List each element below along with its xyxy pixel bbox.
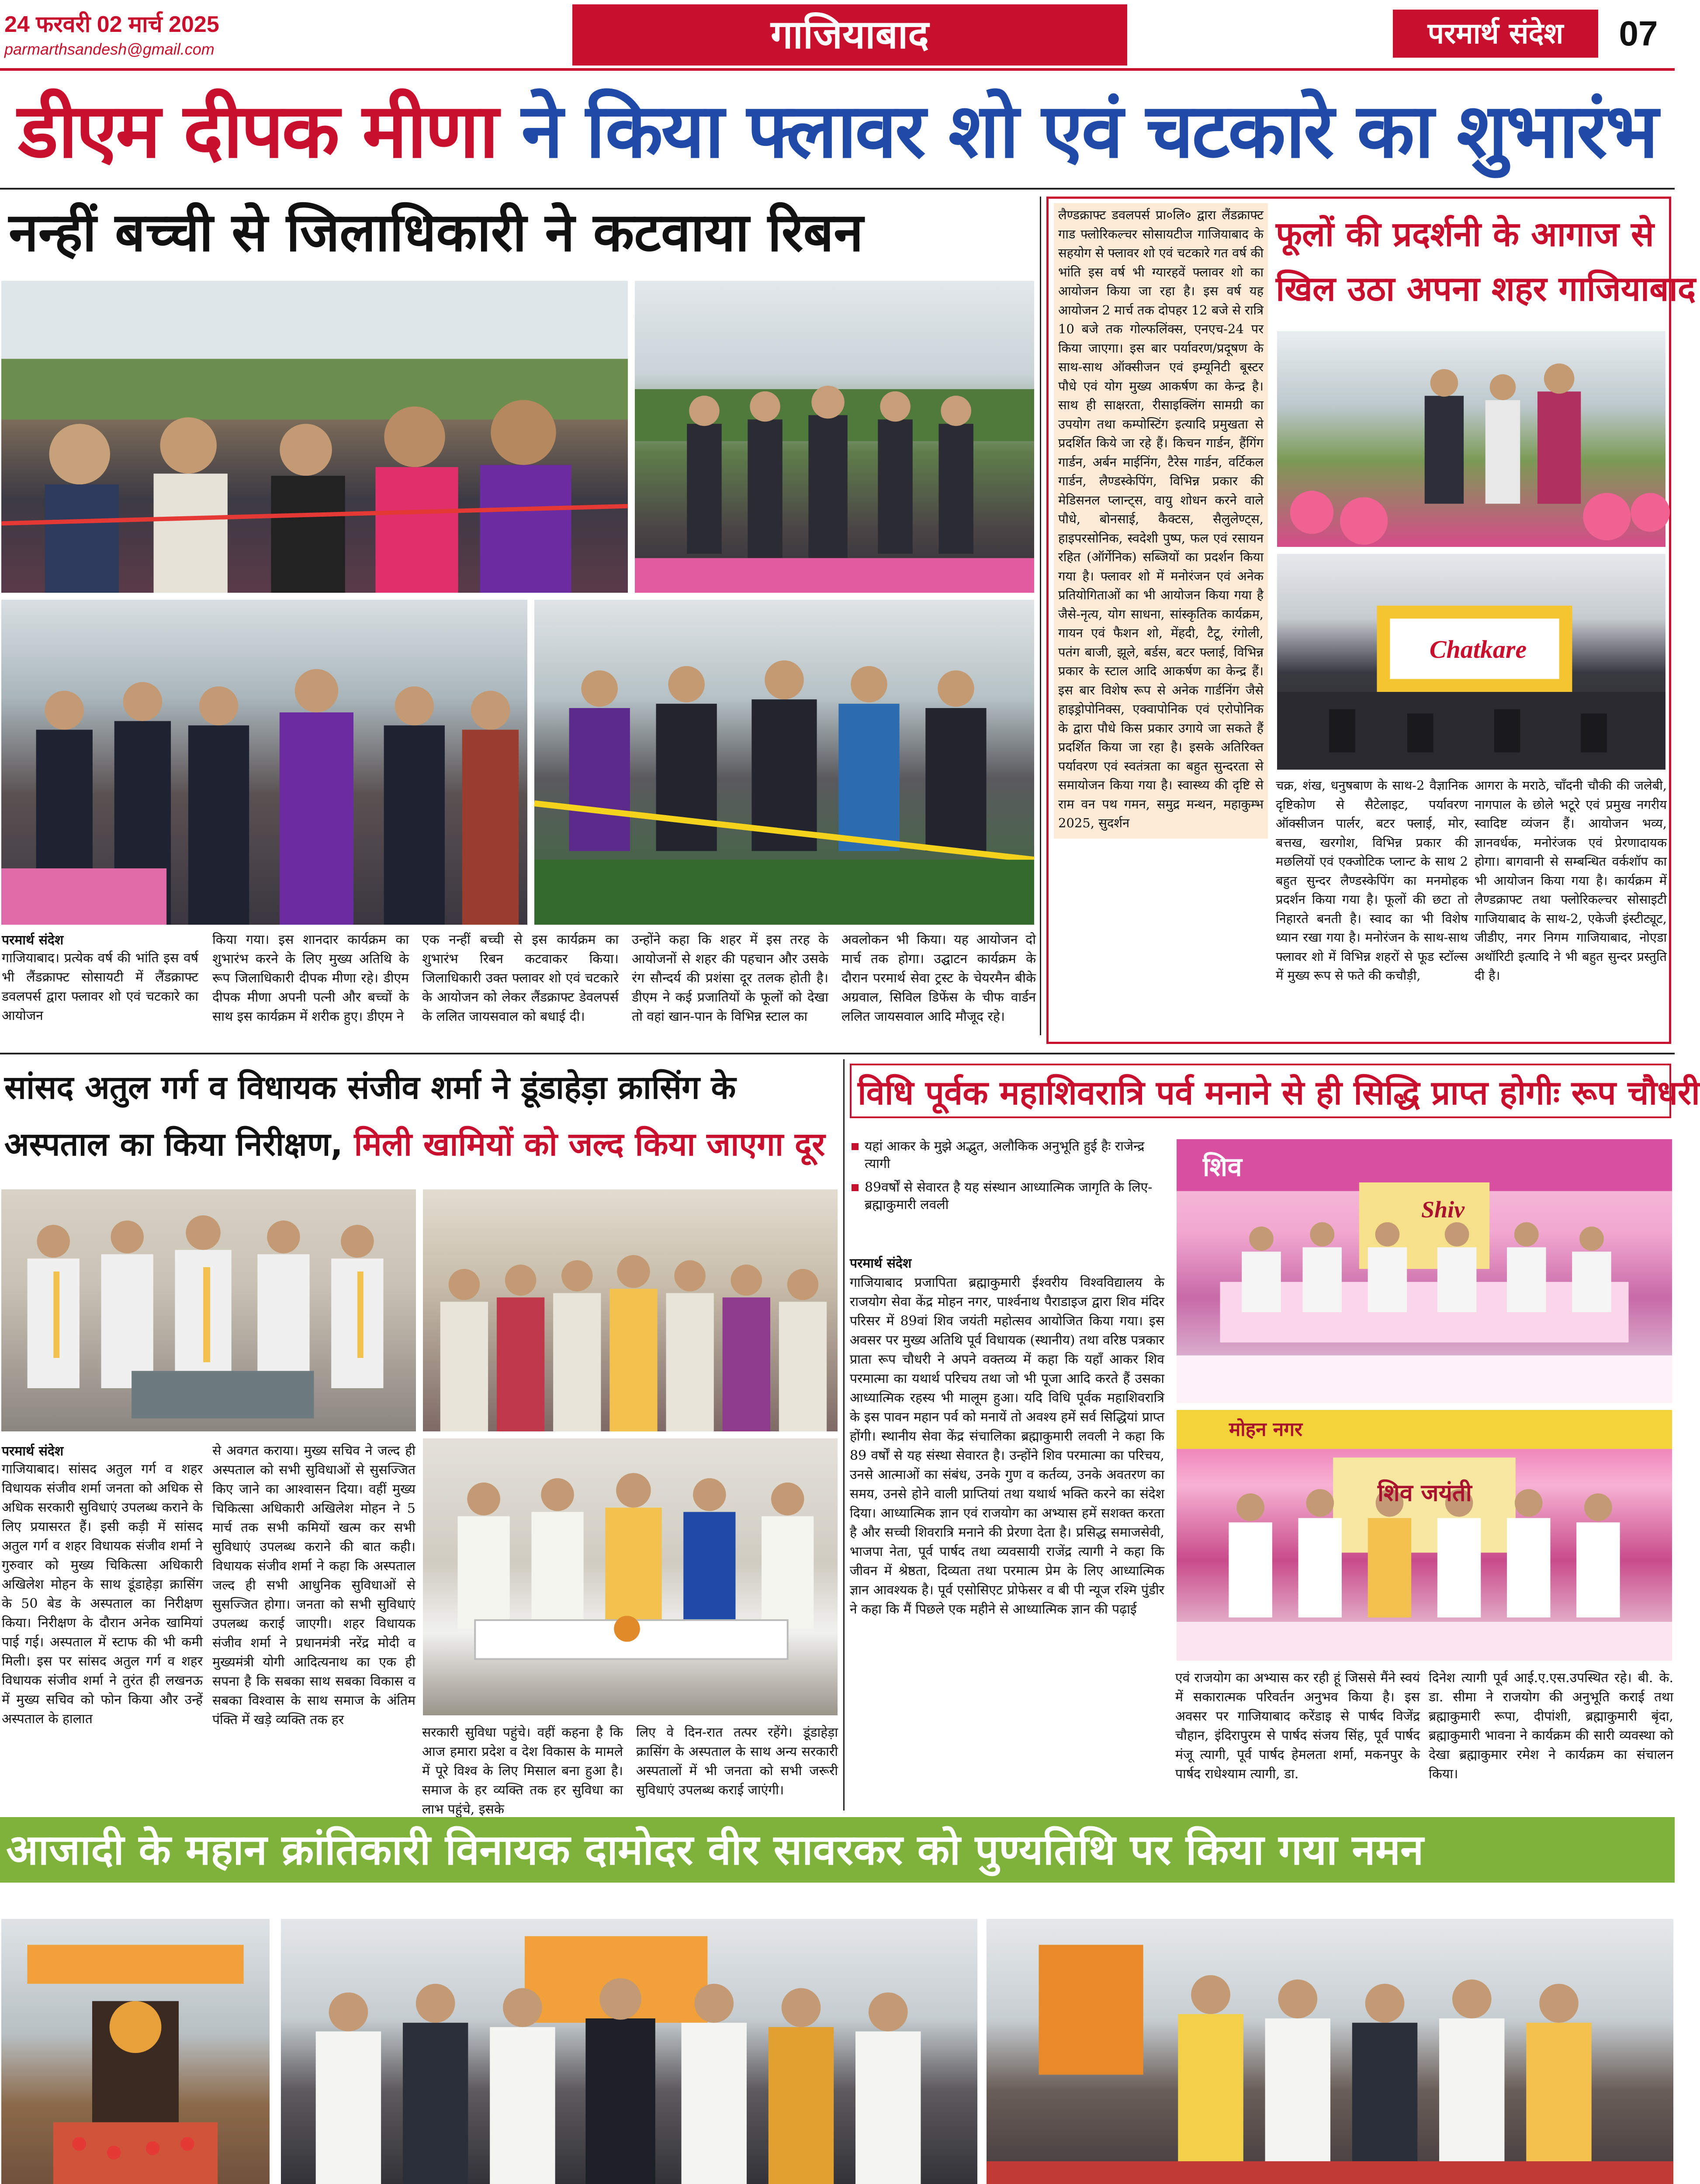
story3-headline: विधि पूर्वक महाशिवरात्रि पर्व मनाने से ही सिद्धि प्राप्त होगीः रूप चौधरी (850, 1064, 1671, 1118)
story1-text-col3: एक नन्हीं बच्ची से इस कार्यक्रम का शुभारंभ रिबन कटवाकर किया। जिलाधिकारी उक्त फ्लावर शो एवं चटकारे के आयोजन को लेकर लैंडक्राफ्ट डेवलपर्स के ललित जायसवाल को बधाई दी। (422, 932, 619, 1024)
story2-headline-part-b: मिली खामियों को जल्द किया जाएगा दूर (354, 1126, 825, 1163)
story3-text-col1: गाजियाबाद प्रजापिता ब्रह्माकुमारी ईश्वरीय विश्वविद्यालय के राजयोग सेवा केंद्र मोहन नगर, पार्श्वनाथ पैराडाइज द्वारा शिव मंदिर परिसर में 89वां शिव जयंती महोत्सव आयोजित किया गया। इस अवसर पर मुख्य अतिथि पूर्व विधायक (स्थानीय) तथा वरिष्ठ पत्रकार प्राता रूप चौधरी ने अपने वक्तव्य में कहा कि यहाँ आकर शिव परमात्मा का यथार्थ परिचय तथा जो भी पूजा आदि करते हैं उसका आध्यात्मिक रहस्य भी मालूम हुआ। यदि विधि पूर्वक महाशिवरात्रि के इस पावन महान पर्व को मनायें तो अवश्य हमें सर्व सिद्धियां प्राप्त होंगी। स्थानीय सेवा केंद्र संचालिका ब्रह्माकुमारी लवली ने कहा कि 89 वर्षों से यह संस्था सेवारत है। उन्होंने शिव परमात्मा का परिचय, उनसे आत्माओं का संबंध, उनके गुण व कर्तव्य, उनके अवतरण का समय, उनसे होने वाली प्राप्तियां तथा यथार्थ भक्ति करने का संदेश दिया। आध्यात्मिक ज्ञान एवं राजयोग का अभ्यास हमें सशक्त करता है और सच्ची शिवरात्रि मनाने की प्रेरणा देता है। प्रसिद्ध समाजसेवी, भाजपा नेता, पूर्व पार्षद तथा व्यवसायी राजेंद्र त्यागी ने कहा कि जीवन में श्रेष्ठता, दिव्यता तथा परमात्म प्रेम के लिए आध्यात्मिक ज्ञान आवश्यक है। पूर्व एसोसिएट प्रोफेसर व बी पी न्यूज रश्मि पुंडीर ने कहा कि मैं पिछले एक महीने से आध्यात्मिक ज्ञान की पढ़ाई (850, 1275, 1165, 1617)
shiv-jayanti-stage-photo-1 (1175, 1138, 1673, 1404)
story2-text-col4: लिए वे दिन-रात तत्पर रहेंगे। डूंडाहेड़ा क्रासिंग के अस्पताल के साथ अन्य सरकारी अस्पतालों में भी जनता को सभी जरूरी सुविधाएं उपलब्ध कराई जाएंगी। (636, 1725, 838, 1798)
sidebar-text-col3: आगरा के मराठे, चाँदनी चौकी की जलेबी, नागपाल के छोले भटूरे एवं प्रमुख नगरीय स्वादिष्ट व्यंजन हैं। आयोजन भव्य, ज्ञानवर्धक, मनोरंजक एवं प्रेरणादायक होगा। बागवानी से सम्बन्धित वर्कशॉप का भी आयोजन किया गया है। कार्यक्रम में लैण्डक्राफ्ट तथा फ्लोरिकल्चर सोसाइटी गाजियाबाद के साथ-2, एकेजी इंस्टीट्यूट, जीडीए, नगर निगम गाजियाबाद, नोएडा अथॉरिटी इत्यादि ने भी बहुत सुन्दर प्रस्तुति दी है। (1475, 778, 1667, 983)
masthead-city-box: गाजियाबाद (572, 4, 1127, 66)
story1-body-rule (1040, 197, 1041, 1035)
sidebar-headline-line1: फूलों की प्रदर्शनी के आगाज से (1276, 215, 1654, 254)
story1-subhead: नन्हीं बच्ची से जिलाधिकारी ने कटवाया रिबन (9, 201, 864, 263)
story4-headline: आजादी के महान क्रांतिकारी विनायक दामोदर वीर सावरकर को पुण्यतिथि पर किया गया नमन (0, 1817, 1675, 1883)
sidebar-headline-line2: खिल उठा अपना शहर गाजियाबाद (1276, 270, 1696, 309)
hospital-meeting-photo (422, 1437, 839, 1717)
story2-headline-part-a: अस्पताल का किया निरीक्षण, (4, 1126, 354, 1163)
story2-credit: परमार्थ संदेश (2, 1444, 64, 1459)
ribbon-tape-photo (533, 598, 1035, 926)
story2-headline (4, 1059, 839, 1177)
ribbon-cutting-photo (0, 280, 629, 594)
story2-text-col1: गाजियाबाद। सांसद अतुल गर्ग व शहर विधायक संजीव शर्मा जनता को अधिक से अधिक सरकारी सुविधाएं उपलब्ध कराने के लिए प्रयासरत हैं। इसी कड़ी में सांसद अतुल गर्ग व शहर विधायक संजीव शर्मा ने गुरुवार को मुख्य चिकित्सा अधिकारी अखिलेश मोहन के साथ डूंडाहेड़ा क्रासिंग के 50 बेड के अस्पताल का निरीक्षण किया। निरीक्षण के दौरान अनेक खामियां पाई गई। अस्पताल में स्टाफ की भी कमी मिली। इस पर सांसद अतुल गर्ग व शहर विधायक संजीव शर्मा ने तुरंत ही लखनऊ में मुख्य सचिव को फोन किया और उन्हें अस्पताल के हालात (2, 1462, 203, 1727)
chatkare-sign: Chatkare (1429, 635, 1527, 663)
story3-bullet-1: यहां आकर के मुझे अद्भुत, अलौकिक अनुभूति हुई हैः राजेन्द्र त्यागी (850, 1138, 1164, 1173)
story1-text-col5: अवलोकन भी किया। यह आयोजन दो मार्च तक होगा। उद्घाटन कार्यक्रम के दौरान परमार्थ सेवा ट्रस्ट के चेयरमैन बीके अग्रवाल, सिविल डिफेंस के चीफ वार्डन ललित जायसवाल आदि मौजूद रहे। (841, 932, 1036, 1024)
sidebar-box (1046, 197, 1696, 1044)
sidebar-headline (1276, 207, 1696, 325)
savarkar-crowd-photo-2 (985, 1918, 1675, 2184)
masthead-date: 24 फरवरी 02 मार्च 2025 (4, 12, 219, 37)
story1-headline-part-b: ने किया फ्लावर शो एवं चटकारे का शुभारंभ (497, 87, 1657, 175)
flower-show-family-photo (1276, 330, 1667, 548)
story1-credit: परमार्थ संदेश (2, 933, 64, 948)
masthead-page-number: 07 (1619, 14, 1658, 53)
savarkar-crowd-photo-1 (280, 1918, 979, 2184)
hospital-group-photo (422, 1188, 839, 1433)
story3-bullet-2: 89वर्षों से सेवारत है यह संस्थान आध्यात्मिक जागृति के लिए- ब्रह्माकुमारी लवली (850, 1179, 1164, 1214)
shiv-banner-text-2: Shiv (1421, 1196, 1465, 1223)
story3-bullets (850, 1138, 1164, 1247)
section-rule-1 (0, 1053, 1675, 1054)
story3-text-col2: एवं राजयोग का अभ्यास कर रही हूं जिससे मैंने स्वयं में सकारात्मक परिवर्तन अनुभव किया है। इस अवसर पर गाजियाबाद करेंडाइ से पार्षद विजेंद्र चौहान, इंदिरापुरम से पार्षद संजय सिंह, पूर्व पार्षद मंजू त्यागी, पूर्व पार्षद हेमलता शर्मा, मकनपुर के पार्षद राधेश्याम त्यागी, डा. (1175, 1670, 1420, 1782)
story2-headline-line1: सांसद अतुल गर्ग व विधायक संजीव शर्मा ने डूंडाहेड़ा क्रासिंग के (4, 1069, 736, 1106)
story2-text-col2: से अवगत कराया। मुख्य सचिव ने जल्द ही अस्पताल को सभी सुविधाओं से सुसज्जित किए जाने का आश्वासन दिया। वहीं मुख्य चिकित्सा अधिकारी अखिलेश मोहन ने 5 मार्च तक सभी कमियों खत्म कर सभी सुविधाएं उपलब्ध कराने की बात कही। विधायक संजीव शर्मा ने कहा कि अस्पताल जल्द ही सभी आधुनिक सुविधाओं से सुसज्जित होगा। जनता को सभी सुविधाएं उपलब्ध कराई जाएगी। शहर विधायक संजीव शर्मा ने प्रधानमंत्री नरेंद्र मोदी व मुख्यमंत्री योगी आदित्यनाथ का एक ही सपना है कि सबका साथ सबका विकास व सबका विश्वास के साथ समाज के अंतिम पंक्ति में खड़े व्यक्ति तक हर (212, 1443, 415, 1728)
hospital-bed-photo (0, 1188, 417, 1433)
sidebar-text-col2: चक्र, शंख, धनुषबाण के साथ-2 वैज्ञानिक दृष्टिकोण से सैटेलाइट, पर्यावरण ऑक्सीजन पार्लर, बटर फ्लाई, मोर, बत्तख, खरगोश, विभिन्न प्रकार की मछलियों एवं एक्जोटिक प्लान्ट के साथ 2 बहुत सुन्दर लैण्डस्केपिंग का मनमोहक प्रदर्शन किया गया है। फूलों की छटा तो निहारते बनती है। स्वाद का भी विशेष ध्यान रखा गया है। मनोरंजन के साथ-साथ फ्लावर शो में विभिन्न शहरों से फूड स्टॉल्स में मुख्य रूप से फते की कचौड़ी, (1276, 778, 1468, 983)
story1-headline (0, 74, 1675, 188)
masthead (0, 0, 1675, 70)
masthead-rule (0, 68, 1675, 71)
shiv-banner-text-3: मोहन नगर (1229, 1418, 1302, 1441)
story1-text-col2: किया गया। इस शानदार कार्यक्रम का शुभारंभ करने के लिए मुख्य अतिथि के रूप जिलाधिकारी दीपक मीणा रहे। डीएम दीपक मीणा अपनी पत्नी और बच्चों के साथ इस कार्यक्रम में शरीक हुए। डीएम ने (212, 932, 409, 1024)
garden-walk-photo (634, 280, 1035, 594)
savarkar-statue-photo (0, 1918, 271, 2184)
headline-rule (0, 188, 1675, 190)
shiv-banner-text-4: शिव जयंती (1378, 1479, 1472, 1507)
story2-text-col3: सरकारी सुविधा पहुंचे। वहीं कहना है कि आज हमारा प्रदेश व देश विकास के मामले में पूरे विश्व के लिए मिसाल बना हुआ है। समाज के हर व्यक्ति तक हर सुविधा का लाभ पहुंचे, इसके (422, 1725, 623, 1817)
story2-headline-line2 (4, 1116, 839, 1173)
story3-credit: परमार्थ संदेश (850, 1256, 912, 1271)
story1-text-col4: उन्होंने कहा कि शहर में इस तरह के आयोजनों से शहर की पहचान और उसके रंग सौन्दर्य की प्रशंसा दूर तलक होती है। डीएम ने कई प्रजातियों के फूलों को देखा तो वहां खान-पान के विभिन्न स्टाल का (632, 932, 828, 1024)
crowd-walk-photo (0, 598, 529, 926)
chatkare-stage-photo (1276, 553, 1667, 771)
masthead-paper-name: परमार्थ संदेश (1393, 10, 1598, 58)
story1-text-col1: गाजियाबाद। प्रत्येक वर्ष की भांति इस वर्ष भी लैंडक्राफ्ट सोसायटी में लैंडक्राफ्ट डवलपर्स द्वारा फ्लावर शो एवं चटकारे का आयोजन (2, 950, 198, 1023)
shiv-banner-text-1: शिव (1203, 1152, 1242, 1182)
story1-headline-part-a: डीएम दीपक मीणा (18, 87, 497, 175)
story3-text-col3: दिनेश त्यागी पूर्व आई.ए.एस.उपस्थित रहे। बी. के. डा. सीमा ने राजयोग की अनुभूति कराई तथा ब्रह्माकुमारी रूपा, दीपांशी, ब्रह्माकुमारी बृंदा, ब्रह्माकुमारी भावना ने कार्यक्रम की सारी व्यवस्था को देखा ब्रह्माकुमार रमेश ने कार्यक्रम का संचालन किया। (1429, 1670, 1673, 1782)
masthead-email: parmarthsandesh@gmail.com (4, 40, 215, 58)
story2-divider (843, 1059, 845, 1811)
sidebar-text-main: लैण्डक्राफ्ट डवलपर्स प्रा०लि० द्वारा लैंडक्राफ्ट गाड फ्लोरिकल्चर सोसायटीज गाजियाबाद के सहयोग से फ्लावर शो एवं चटकारे गत वर्ष की भांति इस वर्ष भी ग्यारहवें फ्लावर शो का आयोजन किया जा रहा है। इस वर्ष यह आयोजन 2 मार्च तक दोपहर 12 बजे से रात्रि 10 बजे तक गोल्फलिंक्स, एनएच-24 पर किया जाएगा। इस बार पर्यावरण/प्रदूषण के साथ-साथ ऑक्सीजन एवं इम्यूनिटी बूस्टर पौधे एवं योग मुख्य आकर्षण का केन्द्र है। साथ ही साक्षरता, रीसाइक्लिंग सामग्री का उपयोग तथा कम्पोस्टिंग इत्यादि प्रमुखता से प्रदर्शित किये जा रहे हैं। किचन गार्डन, हैंगिंग गार्डन, अर्बन माईनिंग, टैरेस गार्डन, वर्टिकल गार्डन, लैण्डस्केपिंग, विभिन्न प्रकार की मेडिसनल प्लान्ट्स, वायु शोधन करने वाले पौधे, बोनसाई, कैक्टस, सैलुलेण्ट्स, हाइपरसोनिक, स्वदेशी पुष्प, फल एवं रसायन रहित (ऑर्गेनिक) सब्जियों का प्रदर्शन किया गया है। फ्लावर शो में मनोरंजन एवं अनेक प्रतियोगिताओं का भी आयोजन किया गया है जैसे-नृत्य, योग साधना, सांस्कृतिक कार्यक्रम, गायन एवं फैशन शो, मेंहदी, टैटू, रंगोली, पतंग बाजी, झूले, बर्डस, बटर फ्लाई, विभिन्न प्रकार के स्टाल आदि आकर्षण का केन्द्र हैं। इस बार विशेष रूप से अनेक गार्डनिंग जैसे हाइड्रोपोनिक्स, एक्वापोनिक एवं एरोपोनिक के द्वारा पौधे किस प्रकार उगाये जा सकते हैं प्रदर्शित किया जा रहा है। इसके अतिरिक्त पर्यावरण एवं स्वतंत्रता का बहुत सुन्दरता से समायोजन किया गया है। स्वास्थ्य की दृष्टि से राम वन पथ गमन, समुद्र मन्थन, महाकुम्भ 2025, सुदर्शन (1054, 203, 1268, 839)
shiv-jayanti-stage-photo-2 (1175, 1409, 1673, 1662)
